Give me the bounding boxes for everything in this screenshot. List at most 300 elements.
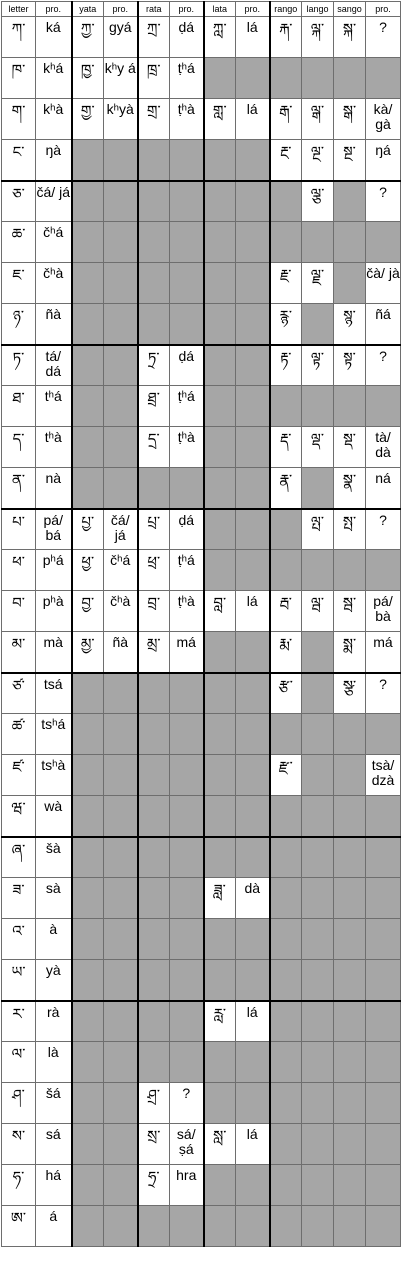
empty-cell [366, 1042, 401, 1083]
header-yata-pronunciation: pro. [104, 2, 138, 17]
cell-lata-pronunciation: lá [236, 99, 270, 140]
cell-yata: མྱ་ [72, 632, 104, 673]
empty-cell [236, 673, 270, 714]
cell-letter: ཅ་ [2, 181, 36, 222]
empty-cell [334, 796, 366, 837]
cell-rata: ཏྲ་ [138, 345, 170, 386]
empty-cell [72, 878, 104, 919]
table-row [2, 345, 401, 386]
empty-cell [270, 58, 302, 99]
cell-letter-pronunciation: là [36, 1042, 72, 1083]
empty-cell [270, 1206, 302, 1247]
cell-letter-pronunciation: čá/ já [36, 181, 72, 222]
cell-yata: ཕྱ་ [72, 550, 104, 591]
empty-cell [170, 304, 204, 345]
empty-cell [270, 919, 302, 960]
cell-sango: སྔ་ [334, 140, 366, 181]
cell-lata: སླ་ [204, 1124, 236, 1165]
cell-sango: སྨ་ [334, 632, 366, 673]
cell-lango: ལྕ་ [302, 181, 334, 222]
cell-letter-pronunciation: pʰà [36, 591, 72, 632]
empty-cell [236, 714, 270, 755]
empty-cell [204, 304, 236, 345]
header-rata: rata [138, 2, 170, 17]
empty-cell [302, 1165, 334, 1206]
empty-cell [236, 837, 270, 878]
empty-cell [138, 837, 170, 878]
cell-rata-pronunciation: ṭʰà [170, 591, 204, 632]
cell-yata-pronunciation: gyá [104, 17, 138, 58]
empty-cell [104, 755, 138, 796]
cell-rata: དྲ་ [138, 427, 170, 468]
empty-cell [104, 345, 138, 386]
table-row [2, 468, 401, 509]
empty-cell [270, 837, 302, 878]
empty-cell [236, 1206, 270, 1247]
cell-letter-pronunciation: čʰá [36, 222, 72, 263]
empty-cell [72, 1206, 104, 1247]
cell-letter: ཆ་ [2, 222, 36, 263]
cell-sango: སྐ་ [334, 17, 366, 58]
empty-cell [72, 960, 104, 1001]
empty-cell [302, 1124, 334, 1165]
empty-cell [236, 263, 270, 304]
cell-letter-pronunciation: šà [36, 837, 72, 878]
cell-rango: རྙ་ [270, 304, 302, 345]
empty-cell [366, 550, 401, 591]
cell-lango: ལྦ་ [302, 591, 334, 632]
empty-cell [72, 468, 104, 509]
empty-cell [366, 837, 401, 878]
empty-cell [236, 427, 270, 468]
empty-cell [270, 550, 302, 591]
empty-cell [302, 550, 334, 591]
cell-letter-pronunciation: yà [36, 960, 72, 1001]
cell-lango: ལྔ་ [302, 140, 334, 181]
empty-cell [334, 1206, 366, 1247]
empty-cell [104, 1124, 138, 1165]
cell-letter: མ་ [2, 632, 36, 673]
empty-cell [334, 919, 366, 960]
cell-prefix-pronunciation: tà/ dà [366, 427, 401, 468]
empty-cell [170, 1042, 204, 1083]
empty-cell [270, 714, 302, 755]
header-lata: lata [204, 2, 236, 17]
cell-yata-pronunciation: čʰá [104, 550, 138, 591]
empty-cell [204, 796, 236, 837]
cell-lango: ལྐ་ [302, 17, 334, 58]
empty-cell [72, 304, 104, 345]
empty-cell [170, 1001, 204, 1042]
empty-cell [270, 1083, 302, 1124]
empty-cell [104, 1165, 138, 1206]
table-row [2, 222, 401, 263]
empty-cell [72, 1001, 104, 1042]
cell-letter: ཤ་ [2, 1083, 36, 1124]
cell-rata-pronunciation: ḍá [170, 17, 204, 58]
cell-yata-pronunciation: čá/ já [104, 509, 138, 550]
empty-cell [236, 919, 270, 960]
empty-cell [270, 796, 302, 837]
cell-prefix-pronunciation: tsà/ dzà [366, 755, 401, 796]
empty-cell [170, 140, 204, 181]
cell-letter: བ་ [2, 591, 36, 632]
empty-cell [366, 1206, 401, 1247]
empty-cell [204, 181, 236, 222]
header-lata-pronunciation: pro. [236, 2, 270, 17]
empty-cell [366, 1001, 401, 1042]
empty-cell [204, 1083, 236, 1124]
empty-cell [104, 796, 138, 837]
empty-cell [72, 1042, 104, 1083]
cell-lata-pronunciation: lá [236, 1124, 270, 1165]
empty-cell [334, 181, 366, 222]
cell-rata: པྲ་ [138, 509, 170, 550]
empty-cell [138, 181, 170, 222]
cell-rango: རྨ་ [270, 632, 302, 673]
empty-cell [170, 878, 204, 919]
cell-letter: ཁ་ [2, 58, 36, 99]
empty-cell [72, 1124, 104, 1165]
cell-rata: བྲ་ [138, 591, 170, 632]
empty-cell [334, 755, 366, 796]
empty-cell [334, 1083, 366, 1124]
empty-cell [334, 1042, 366, 1083]
empty-cell [236, 345, 270, 386]
cell-sango: སྟ་ [334, 345, 366, 386]
empty-cell [138, 1042, 170, 1083]
table-row [2, 181, 401, 222]
cell-rata: ཧྲ་ [138, 1165, 170, 1206]
cell-letter: ང་ [2, 140, 36, 181]
empty-cell [170, 468, 204, 509]
cell-prefix-pronunciation: ? [366, 181, 401, 222]
empty-cell [204, 550, 236, 591]
header-yata: yata [72, 2, 104, 17]
header-letter-pronunciation: pro. [36, 2, 72, 17]
cell-letter-pronunciation: tsʰà [36, 755, 72, 796]
cell-rata-pronunciation: ṭʰá [170, 386, 204, 427]
empty-cell [302, 632, 334, 673]
empty-cell [72, 222, 104, 263]
cell-letter-pronunciation: sá [36, 1124, 72, 1165]
cell-letter-pronunciation: tá/ dá [36, 345, 72, 386]
cell-rata-pronunciation: sá/ ṣá [170, 1124, 204, 1165]
empty-cell [334, 1001, 366, 1042]
cell-yata-pronunciation: kʰyà [104, 99, 138, 140]
empty-cell [334, 1124, 366, 1165]
empty-cell [302, 755, 334, 796]
empty-cell [302, 714, 334, 755]
cell-rata-pronunciation: má [170, 632, 204, 673]
table-row [2, 509, 401, 550]
cell-letter-pronunciation: tʰà [36, 427, 72, 468]
empty-cell [138, 222, 170, 263]
cell-yata: ཁྱ་ [72, 58, 104, 99]
empty-cell [366, 960, 401, 1001]
header-row [2, 2, 401, 17]
cell-letter: ཙ་ [2, 673, 36, 714]
cell-letter: ར་ [2, 1001, 36, 1042]
empty-cell [302, 837, 334, 878]
empty-cell [104, 1083, 138, 1124]
cell-letter: པ་ [2, 509, 36, 550]
empty-cell [72, 427, 104, 468]
table-row [2, 304, 401, 345]
cell-letter-pronunciation: ñà [36, 304, 72, 345]
cell-yata: ཀྱ་ [72, 17, 104, 58]
empty-cell [236, 509, 270, 550]
empty-cell [302, 1001, 334, 1042]
empty-cell [302, 222, 334, 263]
table-row [2, 17, 401, 58]
empty-cell [138, 714, 170, 755]
cell-rata: ཐྲ་ [138, 386, 170, 427]
cell-letter-pronunciation: tʰá [36, 386, 72, 427]
table-row [2, 1206, 401, 1247]
empty-cell [334, 386, 366, 427]
empty-cell [366, 222, 401, 263]
cell-yata: གྱ་ [72, 99, 104, 140]
empty-cell [236, 140, 270, 181]
cell-letter: ཏ་ [2, 345, 36, 386]
empty-cell [302, 1042, 334, 1083]
cell-rango: རྦ་ [270, 591, 302, 632]
empty-cell [270, 1001, 302, 1042]
cell-lata-pronunciation: lá [236, 17, 270, 58]
cell-letter: ཛ་ [2, 755, 36, 796]
empty-cell [270, 509, 302, 550]
cell-letter-pronunciation: pá/ bá [36, 509, 72, 550]
cell-lango: ལྤ་ [302, 509, 334, 550]
table-row [2, 1042, 401, 1083]
empty-cell [302, 386, 334, 427]
empty-cell [170, 181, 204, 222]
empty-cell [204, 140, 236, 181]
cell-prefix-pronunciation: ñá [366, 304, 401, 345]
header-rango: rango [270, 2, 302, 17]
empty-cell [104, 263, 138, 304]
empty-cell [104, 878, 138, 919]
cell-letter-pronunciation: sà [36, 878, 72, 919]
empty-cell [72, 386, 104, 427]
empty-cell [236, 796, 270, 837]
cell-rango: རྡ་ [270, 427, 302, 468]
cell-prefix-pronunciation: ? [366, 345, 401, 386]
table-row [2, 714, 401, 755]
empty-cell [104, 673, 138, 714]
cell-yata-pronunciation: ñà [104, 632, 138, 673]
cell-rata: ཁྲ་ [138, 58, 170, 99]
empty-cell [204, 509, 236, 550]
cell-letter-pronunciation: ká [36, 17, 72, 58]
empty-cell [302, 1206, 334, 1247]
empty-cell [170, 837, 204, 878]
empty-cell [334, 263, 366, 304]
table-row [2, 386, 401, 427]
cell-letter: ལ་ [2, 1042, 36, 1083]
header-letter: letter [2, 2, 36, 17]
header-rata-pronunciation: pro. [170, 2, 204, 17]
cell-lata: ཀླ་ [204, 17, 236, 58]
empty-cell [138, 1206, 170, 1247]
table-row [2, 878, 401, 919]
cell-rata-pronunciation: hra [170, 1165, 204, 1206]
empty-cell [170, 222, 204, 263]
cell-rango: རྐ་ [270, 17, 302, 58]
cell-sango: སྦ་ [334, 591, 366, 632]
empty-cell [366, 1083, 401, 1124]
empty-cell [72, 140, 104, 181]
empty-cell [72, 796, 104, 837]
empty-cell [72, 263, 104, 304]
cell-letter: ས་ [2, 1124, 36, 1165]
cell-sango: སྩ་ [334, 673, 366, 714]
cell-letter: ཧ་ [2, 1165, 36, 1206]
empty-cell [72, 1165, 104, 1206]
empty-cell [236, 632, 270, 673]
empty-cell [138, 673, 170, 714]
cell-rata-pronunciation: ṭʰá [170, 58, 204, 99]
cell-letter-pronunciation: á [36, 1206, 72, 1247]
empty-cell [236, 468, 270, 509]
empty-cell [204, 1206, 236, 1247]
header-prefix-pronunciation: pro. [366, 2, 401, 17]
cell-rata-pronunciation: ṭʰá [170, 550, 204, 591]
table-row [2, 1165, 401, 1206]
cell-rango: རྒ་ [270, 99, 302, 140]
cell-letter-pronunciation: tsá [36, 673, 72, 714]
cell-letter: ཉ་ [2, 304, 36, 345]
cell-letter-pronunciation: tsʰá [36, 714, 72, 755]
cell-yata: པྱ་ [72, 509, 104, 550]
empty-cell [270, 960, 302, 1001]
header-sango: sango [334, 2, 366, 17]
cell-yata: བྱ་ [72, 591, 104, 632]
cell-prefix-pronunciation: ná [366, 468, 401, 509]
empty-cell [138, 468, 170, 509]
empty-cell [204, 386, 236, 427]
cell-letter: ཝ་ [2, 796, 36, 837]
cell-rata: ཀྲ་ [138, 17, 170, 58]
empty-cell [236, 1165, 270, 1206]
cell-rango: རྔ་ [270, 140, 302, 181]
empty-cell [104, 427, 138, 468]
cell-letter: ཨ་ [2, 1206, 36, 1247]
empty-cell [72, 673, 104, 714]
cell-letter-pronunciation: à [36, 919, 72, 960]
table-row [2, 58, 401, 99]
empty-cell [334, 58, 366, 99]
empty-cell [72, 181, 104, 222]
empty-cell [366, 919, 401, 960]
empty-cell [270, 386, 302, 427]
empty-cell [236, 960, 270, 1001]
cell-lata-pronunciation: lá [236, 1001, 270, 1042]
empty-cell [236, 1042, 270, 1083]
empty-cell [334, 878, 366, 919]
empty-cell [104, 304, 138, 345]
table-row [2, 837, 401, 878]
cell-prefix-pronunciation: ? [366, 17, 401, 58]
empty-cell [104, 468, 138, 509]
empty-cell [204, 222, 236, 263]
table-row [2, 427, 401, 468]
empty-cell [334, 714, 366, 755]
cell-sango: སྣ་ [334, 468, 366, 509]
empty-cell [138, 919, 170, 960]
table-row [2, 755, 401, 796]
cell-letter: ད་ [2, 427, 36, 468]
empty-cell [170, 755, 204, 796]
cell-letter: ཞ་ [2, 837, 36, 878]
empty-cell [366, 1165, 401, 1206]
empty-cell [270, 1165, 302, 1206]
cell-lata: བླ་ [204, 591, 236, 632]
empty-cell [170, 1206, 204, 1247]
cell-prefix-pronunciation: pá/ bà [366, 591, 401, 632]
empty-cell [138, 755, 170, 796]
cell-sango: སྤ་ [334, 509, 366, 550]
cell-letter: ཟ་ [2, 878, 36, 919]
empty-cell [72, 345, 104, 386]
table-row [2, 591, 401, 632]
cell-yata-pronunciation: kʰy á [104, 58, 138, 99]
cell-letter: ཐ་ [2, 386, 36, 427]
cell-rata-pronunciation: ḍá [170, 509, 204, 550]
empty-cell [270, 878, 302, 919]
empty-cell [138, 304, 170, 345]
empty-cell [204, 58, 236, 99]
cell-letter: ཕ་ [2, 550, 36, 591]
cell-rango: རྩ་ [270, 673, 302, 714]
cell-lango: ལྡ་ [302, 427, 334, 468]
empty-cell [302, 878, 334, 919]
table-row [2, 263, 401, 304]
empty-cell [204, 632, 236, 673]
cell-letter-pronunciation: há [36, 1165, 72, 1206]
cell-lata-pronunciation: dà [236, 878, 270, 919]
cell-rango: རྗ་ [270, 263, 302, 304]
cell-letter: ག་ [2, 99, 36, 140]
empty-cell [170, 263, 204, 304]
empty-cell [104, 222, 138, 263]
empty-cell [204, 837, 236, 878]
cell-letter-pronunciation: rà [36, 1001, 72, 1042]
cell-letter-pronunciation: čʰà [36, 263, 72, 304]
empty-cell [104, 181, 138, 222]
empty-cell [204, 1042, 236, 1083]
table-row [2, 99, 401, 140]
empty-cell [72, 919, 104, 960]
table-row [2, 796, 401, 837]
empty-cell [104, 714, 138, 755]
empty-cell [302, 1083, 334, 1124]
empty-cell [170, 919, 204, 960]
cell-rata-pronunciation: ? [170, 1083, 204, 1124]
empty-cell [236, 386, 270, 427]
empty-cell [204, 263, 236, 304]
empty-cell [302, 58, 334, 99]
empty-cell [72, 714, 104, 755]
empty-cell [236, 550, 270, 591]
cell-lata: རླ་ [204, 1001, 236, 1042]
cell-lango: ལྒ་ [302, 99, 334, 140]
empty-cell [334, 550, 366, 591]
empty-cell [302, 796, 334, 837]
empty-cell [104, 386, 138, 427]
empty-cell [366, 796, 401, 837]
